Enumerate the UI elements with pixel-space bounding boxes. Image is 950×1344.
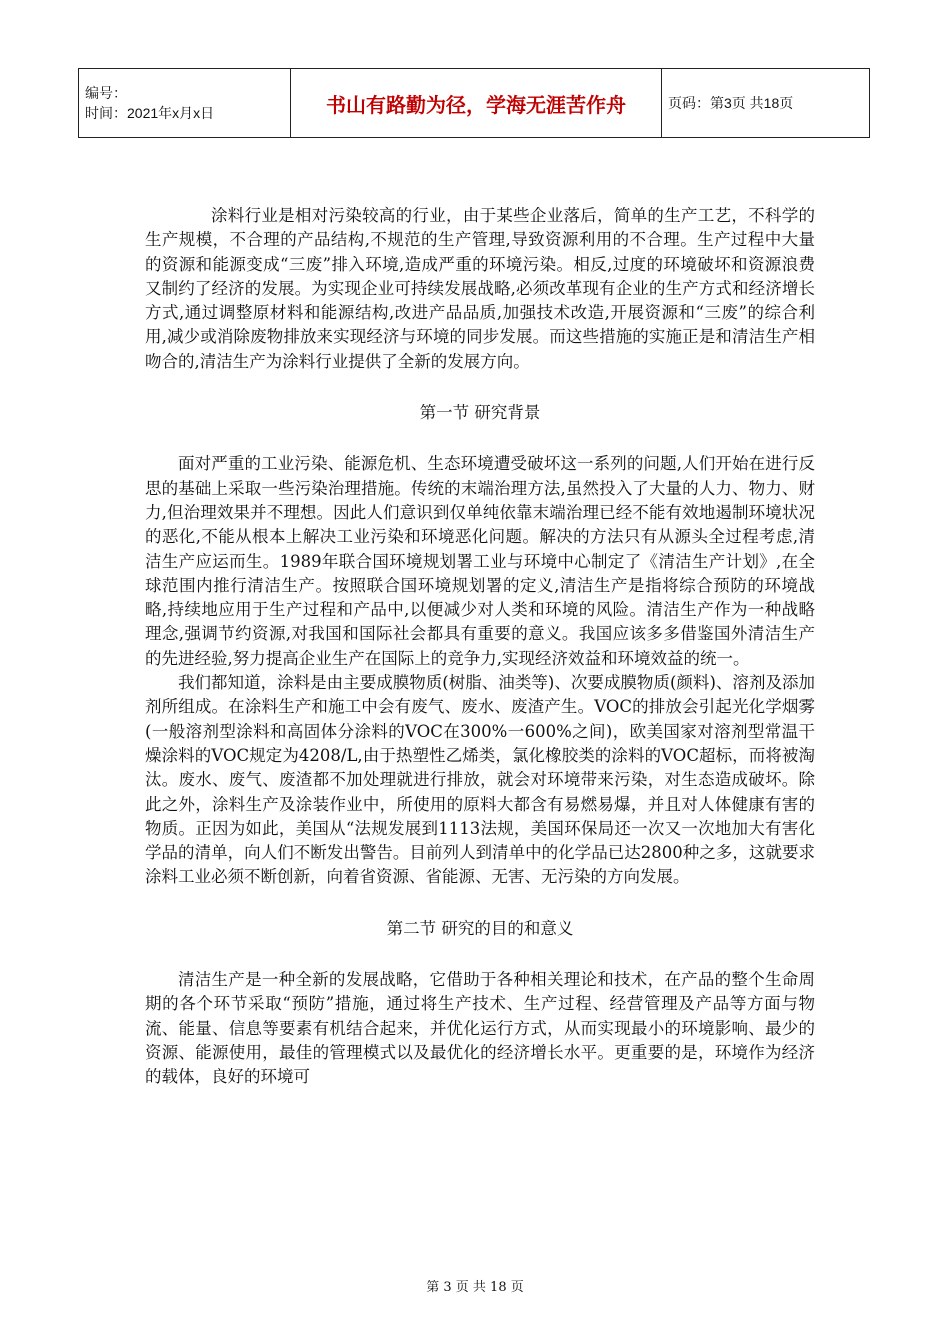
number-label: 编号： (85, 85, 127, 101)
page-footer: 第 3 页 共 18 页 (426, 1280, 524, 1295)
section1-title: 第一节 研究背景 (419, 403, 541, 423)
header-motto: 书山有路勤为径，学海无涯苦作舟 (291, 69, 662, 138)
header-meta (79, 69, 291, 138)
time-label: 时间：2021年x月x日 (85, 105, 215, 121)
section2-paragraph-1: 清洁生产是一种全新的发展战略，它借助于各种相关理论和技术，在产品的整个生命周期的各个环节采取“预防”措施，通过将生产技术、生产过程、经营管理及产品等方面与物流、能量、信息等要素有机结合起来，并优化运行方式，从而实现最小的环境影响、最少的资源、能源使用，最佳的管理模式以及最优化的经济增长水平。更重要的是，环境作为经济的载体，良好的环境可 (145, 970, 815, 1087)
document-body (145, 204, 815, 1090)
header-table (78, 68, 870, 138)
section1-paragraph-1: 面对严重的工业污染、能源危机、生态环境遭受破坏这一系列的问题,人们开始在进行反思的基础上采取一些污染治理措施。传统的末端治理方法,虽然投入了大量的人力、物力、财力,但治理效果并不理想。因此人们意识到仅单纯依靠末端治理已经不能有效地遏制环境状况的恶化,不能从根本上解决工业污染和环境恶化问题。解决的方法只有从源头全过程考虑,清洁生产应运而生。1989年联合国环境规划署工业与环境中心制定了《清洁生产计划》,在全球范围内推行清洁生产。按照联合国环境规划署的定义,清洁生产是指将综合预防的环境战略,持续地应用于生产过程和产品中,以便减少对人类和环境的风险。清洁生产作为一种战略理念,强调节约资源,对我国和国际社会都具有重要的意义。我国应该多多借鉴国外清洁生产的先进经验,努力提高企业生产在国际上的竞争力,实现经济效益和环境效益的统一。 (145, 454, 815, 668)
section2-title: 第二节 研究的目的和意义 (386, 918, 574, 938)
header-page-info: 页码：第3页 共18页 (662, 69, 870, 138)
intro-paragraph: 涂料行业是相对污染较高的行业，由于某些企业落后，简单的生产工艺，不科学的生产规模，不合理的产品结构,不规范的生产管理,导致资源利用的不合理。生产过程中大量的资源和能源变成“三废”排入环境,造成严重的环境污染。相反,过度的环境破坏和资源浪费又制约了经济的发展。为实现企业可持续发展战略,必须改革现有企业的生产方式和经济增长方式,通过调整原材料和能源结构,改进产品品质,加强技术改造,开展资源和“三废”的综合利用,减少或消除废物排放来实现经济与环境的同步发展。而这些措施的实施正是和清洁生产相吻合的,清洁生产为涂料行业提供了全新的发展方向。 (145, 206, 815, 371)
section1-paragraph-2: 我们都知道，涂料是由主要成膜物质(树脂、油类等)、次要成膜物质(颜料)、溶剂及添加剂所组成。在涂料生产和施工中会有废气、废水、废渣产生。VOC的排放会引起光化学烟雾(一般溶剂型涂料和高固体分涂料的VOC在300%一600%之间)，欧美国家对溶剂型常温干燥涂料的VOC规定为4208/L,由于热塑性乙烯类，氯化橡胶类的涂料的VOC超标，而将被淘汰。废水、废气、废渣都不加处理就进行排放，就会对环境带来污染，对生态造成破坏。除此之外，涂料生产及涂装作业中，所使用的原料大都含有易燃易爆，并且对人体健康有害的物质。正因为如此，美国从“法规发展到1113法规，美国环保局还一次又一次地加大有害化学品的清单，向人们不断发出警告。目前列人到清单中的化学品已达2800种之多，这就要求涂料工业必须不断创新，向着省资源、省能源、无害、无污染的方向发展。 (145, 673, 815, 887)
